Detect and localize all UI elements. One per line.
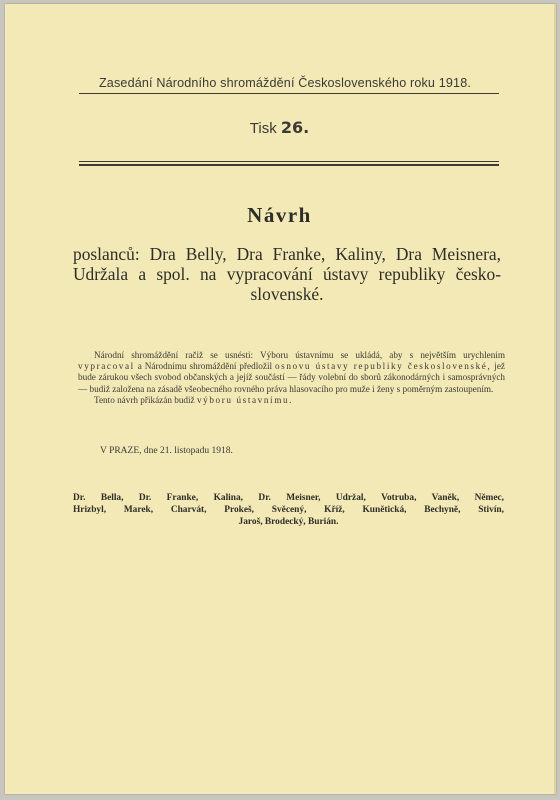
spaced-text: vypracoval bbox=[78, 361, 135, 372]
body-text bbox=[78, 350, 505, 406]
lead-line: slovenské. bbox=[250, 284, 324, 304]
document-page bbox=[5, 4, 556, 794]
lead-line: poslanců: Dra Belly, Dra Franke, Kaliny, Dra Meisnera, bbox=[73, 244, 501, 264]
header-rule bbox=[79, 93, 499, 94]
document-heading: Návrh bbox=[247, 203, 312, 227]
print-label: Tisk bbox=[249, 120, 277, 137]
spaced-text: osnovu ústavy republiky československé, bbox=[274, 361, 492, 372]
lead-paragraph bbox=[73, 244, 501, 304]
signatures bbox=[73, 492, 504, 528]
signature-line: Jaroš, Brodecký, Burián. bbox=[238, 517, 339, 527]
lead-line: Udržala a spol. na vypracování ústavy republiky česko- bbox=[73, 264, 501, 284]
date-line: V PRAZE, dne 21. listopadu 1918. bbox=[100, 446, 233, 456]
signature-line: Hrizbyl, Marek, Charvát, Prokeš, Svěcený, Kříž, Kunětická, Bechyně, Stivín, bbox=[73, 505, 504, 515]
double-rule-top bbox=[79, 161, 499, 162]
session-header: Zasedání Národního shromáždění Československého roku 1918. bbox=[98, 76, 472, 90]
resolution-paragraph: Národní shromáždění račiž se usnésti: Výboru ústavnímu se ukládá, aby s největším urychlením vypracoval a Národnímu shromáždění předložil osnovu ústavy republiky československé, jež bude zárukou všech svobod občanských a jejíž součástí — řády volební do sborů zákonodárných i samosprávných — budiž založena na zásadě všeobecného rovného práva hlasovacího pro muže i ženy s poměrným zastoupením. bbox=[78, 350, 505, 394]
double-rule-bottom bbox=[79, 164, 499, 166]
referral-paragraph: Tento návrh přikázán budiž výboru ústavnímu. bbox=[94, 394, 294, 405]
signature-line: Dr. Bella, Dr. Franke, Kalina, Dr. Meisner, Udržal, Votruba, Vaněk, Němec, bbox=[73, 493, 504, 503]
spaced-text: výboru ústavnímu. bbox=[196, 394, 294, 405]
print-number-value: 26. bbox=[280, 118, 310, 137]
print-number bbox=[5, 118, 554, 137]
